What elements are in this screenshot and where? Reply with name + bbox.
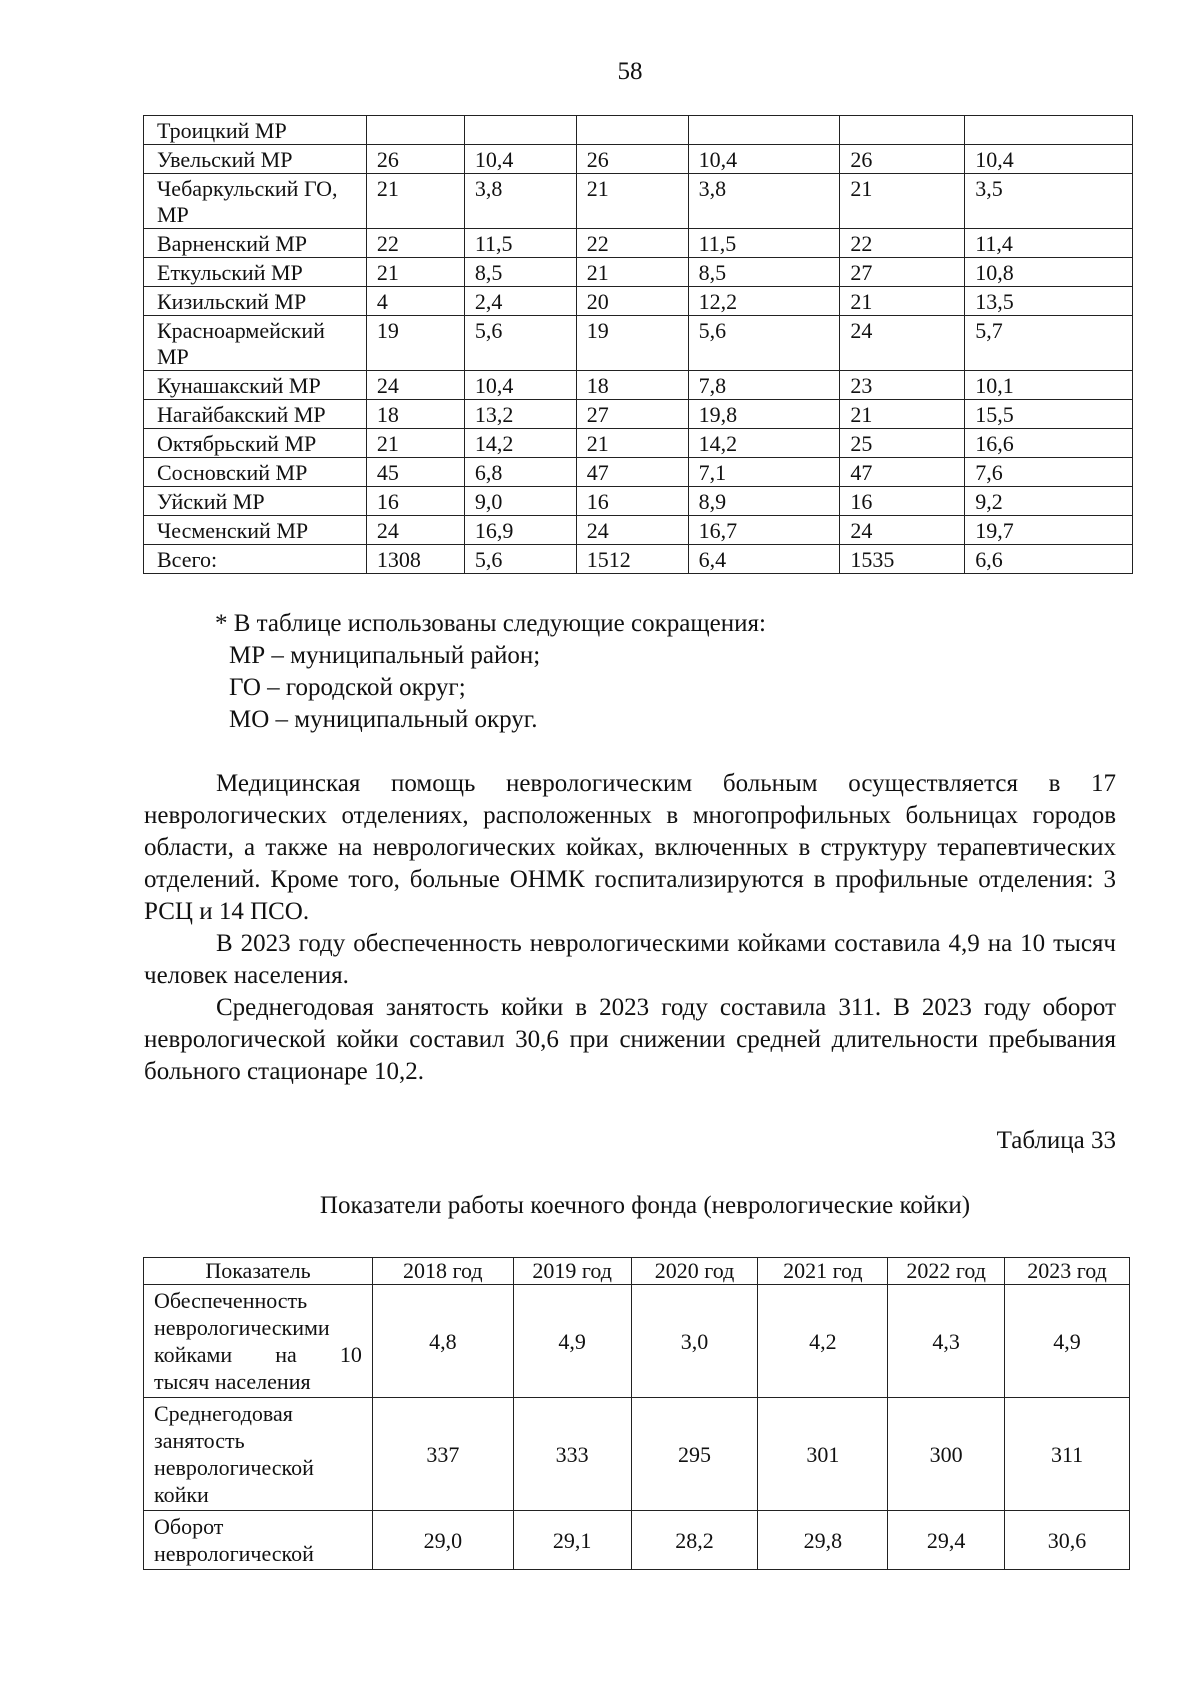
table-header-row	[144, 1258, 1130, 1285]
table-cell: 4	[366, 287, 464, 316]
district-name-cell: Кунашакский МР	[144, 371, 367, 400]
district-name-cell: Октябрьский МР	[144, 429, 367, 458]
table-cell: 10,1	[965, 371, 1133, 400]
abbreviation-notes	[215, 608, 766, 736]
table-cell: 47	[576, 458, 688, 487]
district-name-cell: Увельский МР	[144, 145, 367, 174]
table-cell: 8,5	[688, 258, 840, 287]
table-cell: 11,5	[464, 229, 576, 258]
table-cell: 47	[840, 458, 965, 487]
column-header: 2021 год	[758, 1258, 888, 1285]
table-cell: 21	[366, 429, 464, 458]
table-cell: 19,8	[688, 400, 840, 429]
table-cell: 7,1	[688, 458, 840, 487]
value-cell: 29,4	[888, 1511, 1005, 1570]
table-cell: 18	[576, 371, 688, 400]
table-row	[144, 429, 1133, 458]
table-cell: 26	[576, 145, 688, 174]
paragraph-bed-occupancy: Среднегодовая занятость койки в 2023 году составила 311. В 2023 году оборот неврологической койки составил 30,6 при снижении средней длительности пребывания больного стационаре 10,2.	[144, 994, 1116, 1085]
table-cell: 16,9	[464, 516, 576, 545]
indicator-line: койками на 10	[154, 1342, 362, 1367]
table-cell: 6,4	[688, 545, 840, 574]
value-cell: 295	[631, 1398, 758, 1511]
table-cell: 10,4	[464, 145, 576, 174]
footnote-intro: * В таблице использованы следующие сокращения:	[215, 610, 766, 637]
district-name-cell: Красноармейский МР	[144, 316, 367, 371]
table-row	[144, 316, 1133, 371]
table-cell: 11,5	[688, 229, 840, 258]
table-cell: 21	[576, 429, 688, 458]
district-name-cell: Чесменский МР	[144, 516, 367, 545]
table-row	[144, 400, 1133, 429]
table-cell: 16	[366, 487, 464, 516]
table-cell: 26	[366, 145, 464, 174]
table-row	[144, 545, 1133, 574]
district-name-cell: Варненский МР	[144, 229, 367, 258]
table-cell: 11,4	[965, 229, 1133, 258]
value-cell: 301	[758, 1398, 888, 1511]
table-cell: 22	[840, 229, 965, 258]
table-row	[144, 116, 1133, 145]
indicator-line: неврологическими	[154, 1315, 330, 1340]
value-cell: 311	[1005, 1398, 1130, 1511]
table-cell: 21	[840, 174, 965, 229]
table-cell: 21	[366, 258, 464, 287]
paragraph-neuro-care: Медицинская помощь неврологическим больным осуществляется в 17 неврологических отделениях, расположенных в многопрофильных больницах городов области, а также на неврологических койках, включенных в структуру терапевтических отделений. Кроме того, больные ОНМК госпитализируются в профильные отделения: 3 РСЦ и 14 ПСО.	[144, 770, 1116, 925]
indicator-line: Оборот	[154, 1514, 224, 1539]
table-cell: 21	[576, 174, 688, 229]
table-cell: 16	[576, 487, 688, 516]
table-cell	[576, 116, 688, 145]
page-number: 58	[617, 58, 643, 85]
district-name-cell: Уйский МР	[144, 487, 367, 516]
indicator-cell	[144, 1398, 373, 1511]
table-cell: 21	[840, 400, 965, 429]
district-name-cell: Троицкий МР	[144, 116, 367, 145]
value-cell: 4,8	[372, 1285, 513, 1398]
paragraph-bed-provision: В 2023 году обеспеченность неврологическими койками составила 4,9 на 10 тысяч человек населения.	[144, 930, 1116, 989]
table-cell: 21	[366, 174, 464, 229]
body-text	[144, 768, 1116, 1088]
district-name-cell: Нагайбакский МР	[144, 400, 367, 429]
table-cell: 7,8	[688, 371, 840, 400]
table-cell: 14,2	[464, 429, 576, 458]
table-cell: 21	[576, 258, 688, 287]
table-title: Показатели работы коечного фонда (неврологические койки)	[319, 1192, 971, 1219]
value-cell: 333	[513, 1398, 631, 1511]
value-cell: 29,0	[372, 1511, 513, 1570]
table-cell: 16	[840, 487, 965, 516]
table-cell: 13,2	[464, 400, 576, 429]
value-cell: 30,6	[1005, 1511, 1130, 1570]
table-row	[144, 1285, 1130, 1398]
table-cell: 24	[576, 516, 688, 545]
table-cell: 23	[840, 371, 965, 400]
column-header: 2019 год	[513, 1258, 631, 1285]
bed-fund-table	[143, 1257, 1130, 1570]
column-header: 2023 год	[1005, 1258, 1130, 1285]
value-cell: 4,3	[888, 1285, 1005, 1398]
indicator-line: тысяч населения	[154, 1369, 311, 1394]
table-cell: 24	[366, 516, 464, 545]
table-row	[144, 229, 1133, 258]
table-cell: 10,4	[688, 145, 840, 174]
table-cell: 15,5	[965, 400, 1133, 429]
table-cell: 22	[366, 229, 464, 258]
table-row	[144, 1398, 1130, 1511]
table-cell	[840, 116, 965, 145]
table-cell	[366, 116, 464, 145]
table-cell: 26	[840, 145, 965, 174]
table-cell: 24	[366, 371, 464, 400]
value-cell: 300	[888, 1398, 1005, 1511]
table-cell: 1512	[576, 545, 688, 574]
district-table	[143, 115, 1133, 574]
district-name-cell: Сосновский МР	[144, 458, 367, 487]
table-cell: 5,7	[965, 316, 1133, 371]
table-cell: 27	[840, 258, 965, 287]
table-row	[144, 258, 1133, 287]
indicator-cell	[144, 1511, 373, 1570]
indicator-line: занятость	[154, 1428, 245, 1453]
table-cell: 24	[840, 516, 965, 545]
table-cell: 24	[840, 316, 965, 371]
table-cell: 20	[576, 287, 688, 316]
table-cell: 9,2	[965, 487, 1133, 516]
table-cell: 9,0	[464, 487, 576, 516]
table-cell: 27	[576, 400, 688, 429]
table-cell: 25	[840, 429, 965, 458]
column-header: Показатель	[144, 1258, 373, 1285]
table-cell: 16,7	[688, 516, 840, 545]
indicator-line: койки	[154, 1482, 209, 1507]
indicator-line: Обеспеченность	[154, 1288, 308, 1313]
district-name-cell: Чебаркульский ГО, МР	[144, 174, 367, 229]
footnote-mr: МР – муниципальный район;	[229, 642, 541, 669]
table-row	[144, 516, 1133, 545]
footnote-go: ГО – городской округ;	[229, 674, 466, 701]
table-cell: 19	[576, 316, 688, 371]
column-header: 2020 год	[631, 1258, 758, 1285]
table-cell: 19,7	[965, 516, 1133, 545]
table-row	[144, 287, 1133, 316]
table-cell: 10,4	[965, 145, 1133, 174]
table-cell: 5,6	[464, 316, 576, 371]
table-cell	[965, 116, 1133, 145]
table-cell: 10,4	[464, 371, 576, 400]
indicator-cell	[144, 1285, 373, 1398]
table-cell: 7,6	[965, 458, 1133, 487]
table-cell: 5,6	[688, 316, 840, 371]
table-cell: 2,4	[464, 287, 576, 316]
table-cell: 19	[366, 316, 464, 371]
table-row	[144, 145, 1133, 174]
table-cell: 6,8	[464, 458, 576, 487]
value-cell: 28,2	[631, 1511, 758, 1570]
table-cell: 8,5	[464, 258, 576, 287]
table-cell: 8,9	[688, 487, 840, 516]
indicator-line: Среднегодовая	[154, 1401, 293, 1426]
table-cell: 13,5	[965, 287, 1133, 316]
value-cell: 4,2	[758, 1285, 888, 1398]
column-header: 2018 год	[372, 1258, 513, 1285]
table-cell: 22	[576, 229, 688, 258]
value-cell: 3,0	[631, 1285, 758, 1398]
table-row	[144, 487, 1133, 516]
table-caption: Таблица 33	[996, 1127, 1116, 1154]
table-cell: 21	[840, 287, 965, 316]
district-name-cell: Еткульский МР	[144, 258, 367, 287]
table-row	[144, 174, 1133, 229]
table-cell	[464, 116, 576, 145]
value-cell: 29,8	[758, 1511, 888, 1570]
district-name-cell: Кизильский МР	[144, 287, 367, 316]
indicator-line: неврологической	[154, 1541, 314, 1566]
table-cell: 1535	[840, 545, 965, 574]
table-cell: 45	[366, 458, 464, 487]
table-cell: 18	[366, 400, 464, 429]
value-cell: 337	[372, 1398, 513, 1511]
value-cell: 4,9	[1005, 1285, 1130, 1398]
table-cell: 12,2	[688, 287, 840, 316]
table-cell: 5,6	[464, 545, 576, 574]
table-cell: 3,8	[464, 174, 576, 229]
value-cell: 29,1	[513, 1511, 631, 1570]
table-cell: 14,2	[688, 429, 840, 458]
table-cell: 3,8	[688, 174, 840, 229]
table-row	[144, 458, 1133, 487]
table-cell: 10,8	[965, 258, 1133, 287]
district-name-cell: Всего:	[144, 545, 367, 574]
table-cell: 3,5	[965, 174, 1133, 229]
table-cell	[688, 116, 840, 145]
table-cell: 6,6	[965, 545, 1133, 574]
table-cell: 1308	[366, 545, 464, 574]
table-cell: 16,6	[965, 429, 1133, 458]
indicator-line: неврологической	[154, 1455, 314, 1480]
table-row	[144, 371, 1133, 400]
footnote-mo: МО – муниципальный округ.	[229, 706, 538, 733]
column-header: 2022 год	[888, 1258, 1005, 1285]
value-cell: 4,9	[513, 1285, 631, 1398]
table-row	[144, 1511, 1130, 1570]
